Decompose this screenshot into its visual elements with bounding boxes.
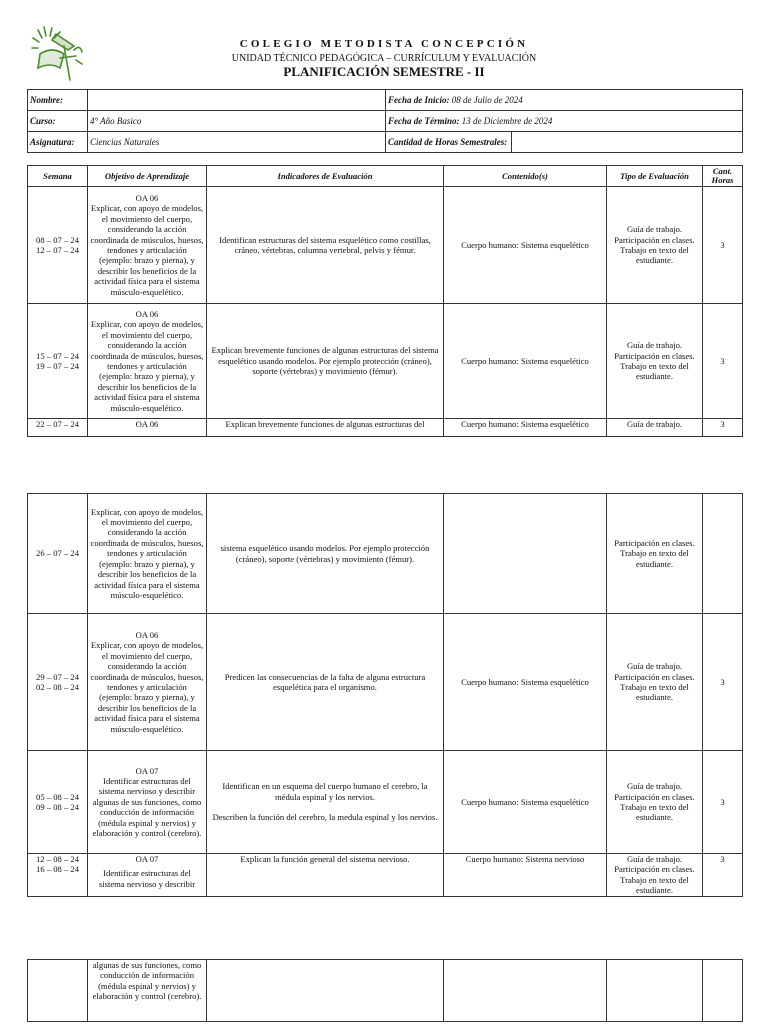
- oa-text: Explicar, con apoyo de modelos, el movimiento del cuerpo, considerando la acción coordinada de músculos, huesos, tendones y articulación (ejemplo: brazo y pierna), y describir los beneficios de la actividad física para el sistema músculo-esquelético.: [90, 506, 204, 600]
- header-tipo-evaluacion: Tipo de Evaluación: [607, 166, 703, 187]
- hours-cell: 3: [703, 419, 743, 437]
- header-contenidos: Contenido(s): [444, 166, 607, 187]
- week-cell: [28, 304, 88, 419]
- evaluation-cell: Guía de trabajo.: [607, 419, 703, 437]
- week-end: 02 – 08 – 24: [36, 682, 79, 692]
- objective-cell: [88, 494, 207, 614]
- indicator-text: Predicen las consecuencias de la falta de alguna estructura esquelética para el organismo.: [224, 671, 426, 692]
- content-cell: Cuerpo humano: Sistema esquelético: [444, 187, 607, 304]
- oa-code: OA 07: [135, 854, 159, 864]
- week-start: 12 – 08 – 24: [36, 854, 79, 864]
- indicator-cell: [207, 187, 444, 304]
- indicator-text: Explican brevemente funciones de algunas estructuras del: [225, 419, 425, 429]
- oa-code: OA 06: [135, 629, 159, 640]
- content-cell: Cuerpo humano: Sistema nervioso: [444, 854, 607, 897]
- evaluation-cell: Guía de trabajo. Participación en clases. Trabajo en texto del estudiante.: [607, 751, 703, 854]
- content-cell: [444, 960, 607, 1022]
- evaluation-cell: Guía de trabajo. Participación en clases. Trabajo en texto del estudiante.: [607, 304, 703, 419]
- fecha-inicio-value: 08 de Julio de 2024: [451, 95, 523, 105]
- table-row: [28, 960, 743, 1022]
- indicator-cell: [207, 751, 444, 854]
- oa-text: algunas de sus funciones, como conducción de información (médula espinal y nervios) y elaboración y control (cerebro).: [92, 960, 202, 1002]
- oa-code: OA 06: [135, 308, 159, 319]
- planning-table-page-2: [27, 493, 743, 897]
- week-end: 09 – 08 – 24: [36, 802, 79, 812]
- document-title: PLANIFICACIÓN SEMESTRE - II: [283, 64, 485, 79]
- objective-cell: [88, 419, 207, 437]
- indicator-cell: [207, 854, 444, 897]
- oa-text: Explicar, con apoyo de modelos, el movimiento del cuerpo, considerando la acción coordinada de músculos, huesos, tendones y articulación (ejemplo: brazo y pierna), y describir los beneficios de la actividad física para el sistema músculo-esquelético.: [90, 640, 204, 734]
- indicator-cell: [207, 614, 444, 751]
- oa-code: OA 07: [135, 765, 159, 776]
- header-objetivo: Objetivo de Aprendizaje: [88, 166, 207, 187]
- week-cell: [28, 960, 88, 1022]
- content-cell: Cuerpo humano: Sistema esquelético: [444, 751, 607, 854]
- hours-cell: 3: [703, 304, 743, 419]
- indicator-text: Explican brevemente funciones de algunas estructuras del sistema esquelético usando modelos. Por ejemplo protección (cráneo), soporte (vértebras) y movimiento (fémur).: [211, 345, 439, 377]
- oa-code: OA 06: [135, 192, 159, 203]
- content-cell: Cuerpo humano: Sistema esquelético: [444, 614, 607, 751]
- table-row: [28, 187, 743, 304]
- table-row: [28, 614, 743, 751]
- content-cell: Cuerpo humano: Sistema esquelético: [444, 304, 607, 419]
- indicator-cell: [207, 304, 444, 419]
- fecha-inicio-cell: [386, 90, 743, 111]
- nombre-label: Nombre:: [28, 90, 88, 111]
- week-cell: [28, 187, 88, 304]
- objective-cell: [88, 854, 207, 897]
- horas-label: Cantidad de Horas Semestrales:: [386, 132, 512, 153]
- objective-cell: [88, 751, 207, 854]
- week-start: 29 – 07 – 24: [36, 671, 79, 682]
- curso-value: 4° Año Basico: [88, 111, 386, 132]
- table-row: [28, 494, 743, 614]
- week-cell: [28, 419, 88, 437]
- week-cell: [28, 751, 88, 854]
- curso-label: Curso:: [28, 111, 88, 132]
- indicator-text: Describen la función del cerebro, la medula espinal y los nervios.: [212, 812, 438, 823]
- asignatura-label: Asignatura:: [28, 132, 88, 153]
- week-start: 05 – 08 – 24: [36, 791, 79, 802]
- table-row: [28, 419, 743, 437]
- unit-name: UNIDAD TÉCNICO PEDAGÓGICA – CURRÍCULUM Y EVALUACIÓN: [231, 53, 537, 64]
- indicator-text: sistema esquelético usando modelos. Por ejemplo protección (cráneo), soporte (vértebras) y movimiento (fémur).: [220, 543, 430, 564]
- evaluation-cell: Guía de trabajo. Participación en clases. Trabajo en texto del estudiante.: [607, 854, 703, 897]
- hours-cell: 3: [703, 187, 743, 304]
- table-header-row: [28, 166, 743, 187]
- table-row: [28, 304, 743, 419]
- week-end: 12 – 07 – 24: [36, 245, 79, 255]
- fecha-termino-value: 13 de Diciembre de 2024: [461, 116, 553, 126]
- objective-cell: [88, 304, 207, 419]
- table-row: [28, 854, 743, 897]
- planning-table-page-1: [27, 165, 743, 437]
- hours-cell: 3: [703, 854, 743, 897]
- asignatura-value: Ciencias Naturales: [88, 132, 386, 153]
- objective-cell: [88, 960, 207, 1022]
- hours-cell: [703, 960, 743, 1022]
- oa-text: Explicar, con apoyo de modelos, el movimiento del cuerpo, considerando la acción coordinada de músculos, huesos, tendones y articulación (ejemplo: brazo y pierna), y describir los beneficios de la actividad física para el sistema músculo-esquelético.: [90, 203, 204, 297]
- oa-code: OA 06: [135, 419, 159, 429]
- header-cant-horas: Cant. Horas: [703, 166, 743, 187]
- objective-cell: [88, 187, 207, 304]
- horas-value: [512, 132, 743, 153]
- week-start: 15 – 07 – 24: [36, 350, 79, 361]
- nombre-value: [88, 90, 386, 111]
- evaluation-cell: Guía de trabajo. Participación en clases. Trabajo en texto del estudiante.: [607, 187, 703, 304]
- week-cell: [28, 494, 88, 614]
- planning-table-page-3: [27, 959, 743, 1022]
- oa-text: Explicar, con apoyo de modelos, el movimiento del cuerpo, considerando la acción coordinada de músculos, huesos, tendones y articulación (ejemplo: brazo y pierna), y describir los beneficios de la actividad física para el sistema músculo-esquelético.: [90, 319, 204, 413]
- hours-cell: [703, 494, 743, 614]
- header-indicadores: Indicadores de Evaluación: [207, 166, 444, 187]
- evaluation-cell: Participación en clases. Trabajo en texto del estudiante.: [607, 494, 703, 614]
- content-cell: Cuerpo humano: Sistema esquelético: [444, 419, 607, 437]
- evaluation-cell: Guía de trabajo. Participación en clases. Trabajo en texto del estudiante.: [607, 614, 703, 751]
- indicator-text: Identifican en un esquema del cuerpo humano el cerebro, la médula espinal y los nervios.: [222, 781, 428, 802]
- indicator-cell: [207, 419, 444, 437]
- week-end: 19 – 07 – 24: [36, 361, 79, 371]
- indicator-cell: [207, 960, 444, 1022]
- week-start: 22 – 07 – 24: [36, 419, 79, 429]
- hours-cell: 3: [703, 614, 743, 751]
- table-row: [28, 751, 743, 854]
- fecha-termino-cell: [386, 111, 743, 132]
- content-cell: [444, 494, 607, 614]
- week-start: 08 – 07 – 24: [36, 234, 79, 245]
- week-cell: [28, 854, 88, 897]
- indicator-cell: [207, 494, 444, 614]
- info-table: [27, 89, 743, 153]
- week-cell: [28, 614, 88, 751]
- evaluation-cell: [607, 960, 703, 1022]
- indicator-text: Explican la función general del sistema nervioso.: [240, 854, 410, 864]
- hours-cell: 3: [703, 751, 743, 854]
- indicator-text: Identifican estructuras del sistema esquelético como costillas, cráneo, vértebras, columna vertebral, pelvis y fémur.: [219, 234, 431, 255]
- fecha-inicio-label: Fecha de Inicio:: [388, 95, 450, 105]
- objective-cell: [88, 614, 207, 751]
- oa-text: Identificar estructuras del sistema nervioso y describir: [98, 868, 196, 889]
- week-start: 26 – 07 – 24: [36, 548, 79, 559]
- week-end: 16 – 08 – 24: [36, 864, 79, 875]
- fecha-termino-label: Fecha de Término:: [388, 116, 460, 126]
- header-semana: Semana: [28, 166, 88, 187]
- oa-text: Identificar estructuras del sistema nervioso y describir algunas de sus funciones, como conducción de información (médula espinal y nervios) y elaboración y control (cerebro).: [92, 775, 202, 839]
- school-name: COLEGIO METODISTA CONCEPCIÓN: [239, 38, 529, 50]
